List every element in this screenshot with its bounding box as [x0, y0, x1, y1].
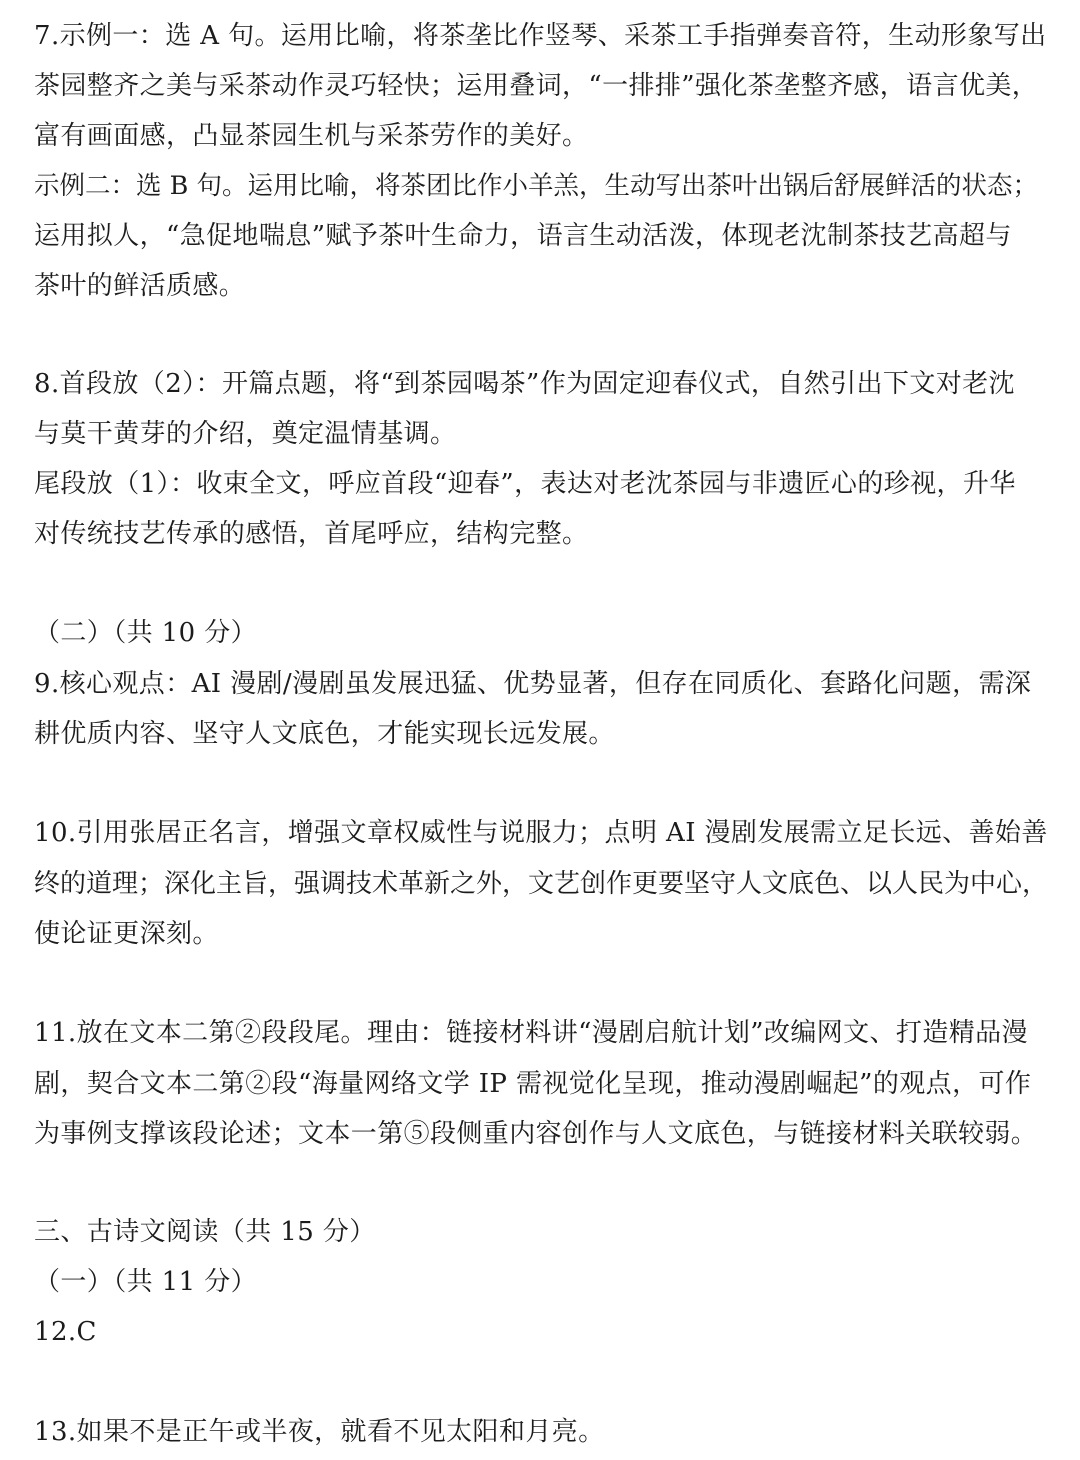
answer-10-line3: 使论证更深刻。	[34, 919, 219, 949]
answer-7-example2-line1: 示例二：选 B 句。运用比喻，将茶团比作小羊羔，生动写出茶叶出锅后舒展鲜活的状态；	[34, 171, 1038, 201]
answer-10-line1: 10.引用张居正名言，增强文章权威性与说服力；点明 AI 漫剧发展需立足长远、善始善	[34, 818, 1048, 848]
section-2-heading: （二）（共 10 分）	[34, 618, 258, 648]
answer-7-example2-line3: 茶叶的鲜活质感。	[34, 271, 246, 301]
answer-8-first-line2: 与莫干黄芽的介绍，奠定温情基调。	[34, 419, 457, 449]
answer-11-line3: 为事例支撑该段论述；文本一第⑤段侧重内容创作与人文底色，与链接材料关联较弱。	[34, 1119, 1038, 1149]
answer-11-line1: 11.放在文本二第②段段尾。理由：链接材料讲“漫剧启航计划”改编网文、打造精品漫	[34, 1018, 1028, 1048]
answer-8-first-line1: 8.首段放（2）：开篇点题，将“到茶园喝茶”作为固定迎春仪式，自然引出下文对老沈	[34, 369, 1015, 399]
answer-8-last-line2: 对传统技艺传承的感悟，首尾呼应，结构完整。	[34, 519, 589, 549]
answer-12: 12.C	[34, 1317, 97, 1347]
answer-7-example2-line2: 运用拟人，“急促地喘息”赋予茶叶生命力，语言生动活泼，体现老沈制茶技艺高超与	[34, 221, 1012, 251]
part-3-heading: 三、古诗文阅读（共 15 分）	[34, 1217, 376, 1247]
answer-9-line2: 耕优质内容、坚守人文底色，才能实现长远发展。	[34, 719, 615, 749]
answer-10-line2: 终的道理；深化主旨，强调技术革新之外，文艺创作更要坚守人文底色、以人民为中心，	[34, 869, 1049, 899]
answer-9-line1: 9.核心观点：AI 漫剧/漫剧虽发展迅猛、优势显著，但存在同质化、套路化问题，需深	[34, 669, 1032, 699]
answer-11-line2: 剧，契合文本二第②段“海量网络文学 IP 需视觉化呈现，推动漫剧崛起”的观点，可作	[34, 1069, 1032, 1099]
answer-8-last-line1: 尾段放（1）：收束全文，呼应首段“迎春”，表达对老沈茶园与非遗匠心的珍视，升华	[34, 469, 1016, 499]
answer-7-example1-line1: 7.示例一：选 A 句。运用比喻，将茶垄比作竖琴、采茶工手指弹奏音符，生动形象写出	[34, 21, 1047, 51]
section-1-heading: （一）（共 11 分）	[34, 1267, 258, 1297]
answer-7-example1-line3: 富有画面感，凸显茶园生机与采茶劳作的美好。	[34, 121, 589, 151]
answer-13: 13.如果不是正午或半夜，就看不见太阳和月亮。	[34, 1417, 605, 1447]
answer-7-example1-line2: 茶园整齐之美与采茶动作灵巧轻快；运用叠词，“一排排”强化茶垄整齐感，语言优美，	[34, 71, 1039, 101]
